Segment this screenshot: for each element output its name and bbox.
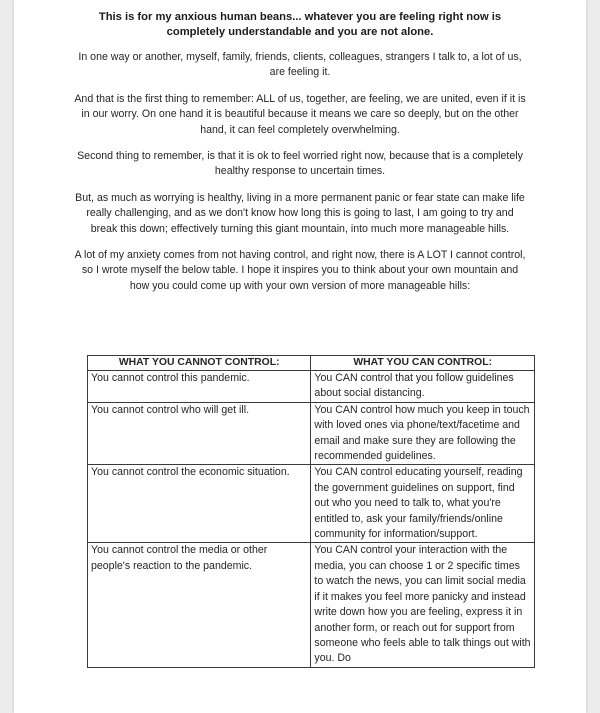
paragraph-2: And that is the first thing to remember: ALL of us, together, are feeling, we are united, even if it is in our worry. On one hand it is beautiful because it means we care so deeply, but on the other hand, it can feel completely overwhelming. — [74, 92, 526, 136]
document-body — [72, 10, 528, 305]
header-can-control: WHAT YOU CAN CONTROL: — [311, 356, 535, 371]
table-row — [88, 543, 535, 667]
document-title: This is for my anxious human beans... whatever you are feeling right now is completely understandable and you are not alone. — [98, 11, 502, 38]
document-page — [14, 0, 586, 713]
cannot-cell: You cannot control the media or other people's reaction to the pandemic. — [88, 543, 311, 667]
cannot-cell: You cannot control the economic situation. — [88, 465, 311, 543]
control-table — [87, 355, 535, 668]
can-cell: You CAN control your interaction with the media, you can choose 1 or 2 specific times to watch the news, you can limit social media if it makes you feel more panicky and instead write down how you are feeling, express it in another form, or reach out for support from someone who feels able to talk things out with you. Do — [311, 543, 535, 667]
table-row — [88, 371, 535, 403]
header-cannot-control: WHAT YOU CANNOT CONTROL: — [88, 356, 311, 371]
table-row — [88, 402, 535, 465]
cannot-cell: You cannot control who will get ill. — [88, 402, 311, 465]
paragraph-1: In one way or another, myself, family, friends, clients, colleagues, strangers I talk to, a lot of us, are feeling it. — [78, 51, 522, 79]
cannot-cell: You cannot control this pandemic. — [88, 371, 311, 403]
can-cell: You CAN control educating yourself, reading the government guidelines on support, find out who you need to talk to, what you're entitled to, ask your family/friends/online community for information/support. — [311, 465, 535, 543]
paragraph-4: But, as much as worrying is healthy, living in a more permanent panic or fear state can make life really challenging, and as we don't know how long this is going to last, I am going to try and break this down; effectively turning this giant mountain, into much more manageable hills. — [75, 191, 525, 235]
can-cell: You CAN control how much you keep in touch with loved ones via phone/text/facetime and email and make sure they are following the recommended guidelines. — [311, 402, 535, 465]
table-header-row — [88, 356, 535, 371]
table-row — [88, 465, 535, 543]
paragraph-3: Second thing to remember, is that it is ok to feel worried right now, because that is a completely healthy response to uncertain times. — [77, 150, 523, 178]
paragraph-5: A lot of my anxiety comes from not having control, and right now, there is A LOT I cannot control, so I wrote myself the below table. I hope it inspires you to think about your own mountain and how you could come up with your own version of more manageable hills: — [74, 249, 526, 292]
can-cell: You CAN control that you follow guidelines about social distancing. — [311, 371, 535, 403]
